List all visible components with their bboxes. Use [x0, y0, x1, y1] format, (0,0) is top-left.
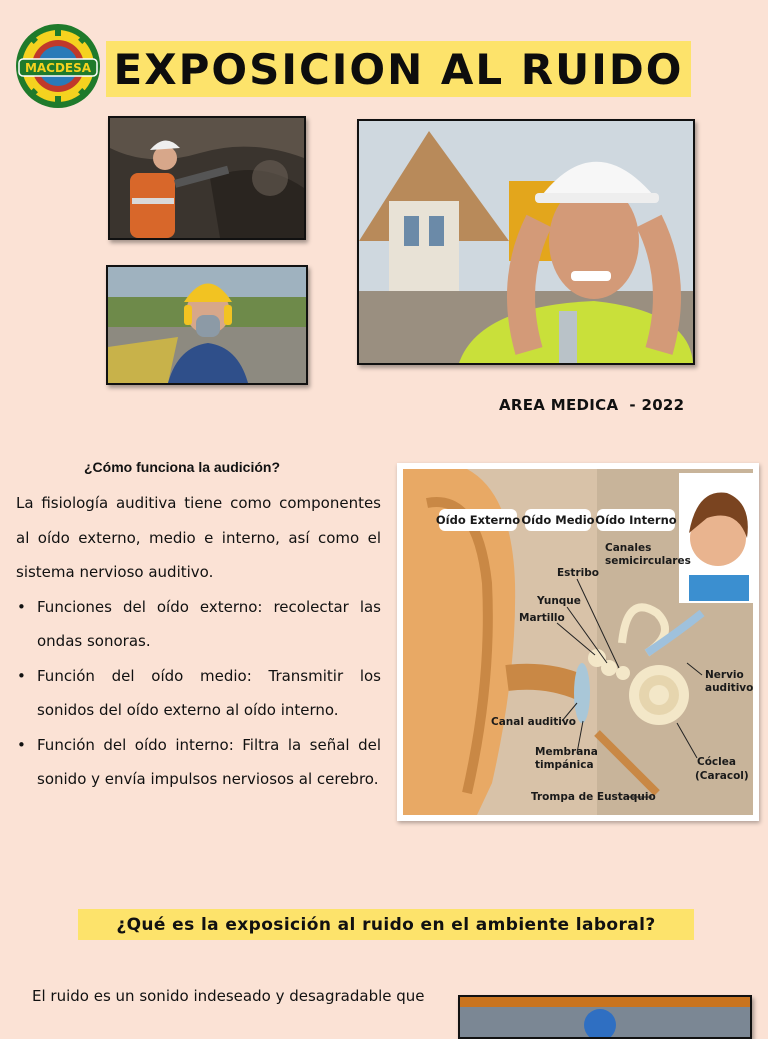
- label-auditivo: auditivo: [705, 682, 754, 694]
- bottom-photo: [458, 995, 752, 1039]
- title-banner: [106, 41, 691, 97]
- label-semicirculares: semicirculares: [605, 555, 691, 567]
- miner-photo: [108, 116, 306, 240]
- label-martillo: Martillo: [519, 612, 565, 624]
- respirator-worker-photo: [106, 265, 308, 385]
- list-item: • Función del oído medio: Transmitir los sonidos del oído externo al oído interno.: [16, 659, 381, 728]
- diagram-header-outer: Oído Externo: [435, 513, 521, 527]
- label-caracol: (Caracol): [695, 770, 749, 782]
- company-logo: [15, 18, 101, 114]
- label-nervio: Nervio: [705, 669, 744, 681]
- logo-text: MACDESA: [24, 61, 92, 75]
- label-membrana: Membrana: [535, 746, 598, 758]
- label-trompa: Trompa de Eustaquio: [531, 791, 656, 803]
- list-item: • Funciones del oído externo: recolectar las ondas sonoras.: [16, 590, 381, 659]
- noise-definition-text: El ruido es un sonido indeseado y desagradable que: [32, 987, 425, 1005]
- label-coclea: Cóclea: [697, 756, 736, 768]
- diagram-header-middle: Oído Medio: [521, 513, 595, 527]
- label-estribo: Estribo: [557, 567, 599, 579]
- page-title: EXPOSICION AL RUIDO: [113, 44, 684, 94]
- ear-anatomy-diagram: [397, 463, 759, 821]
- label-canales: Canales: [605, 542, 652, 554]
- hearing-explanation: [16, 486, 381, 797]
- label-timpanica: timpánica: [535, 759, 594, 771]
- label-canal-auditivo: Canal auditivo: [491, 716, 576, 728]
- label-yunque: Yunque: [537, 595, 581, 607]
- intro-paragraph: La fisiología auditiva tiene como componentes al oído externo, medio e interno, así como el sistema nervioso auditivo.: [16, 494, 381, 581]
- ear-functions-list: [16, 590, 381, 797]
- hearing-question-heading: ¿Cómo funciona la audición?: [84, 459, 280, 475]
- list-item: • Función del oído interno: Filtra la señal del sonido y envía impulsos nerviosos al cerebro.: [16, 728, 381, 797]
- area-label: AREA MEDICA - 2022: [499, 396, 685, 414]
- diagram-header-inner: Oído Interno: [595, 513, 677, 527]
- noise-exposure-question: ¿Qué es la exposición al ruido en el ambiente laboral?: [116, 914, 656, 935]
- worker-covering-ears-photo: [357, 119, 695, 365]
- noise-exposure-banner: [78, 909, 694, 940]
